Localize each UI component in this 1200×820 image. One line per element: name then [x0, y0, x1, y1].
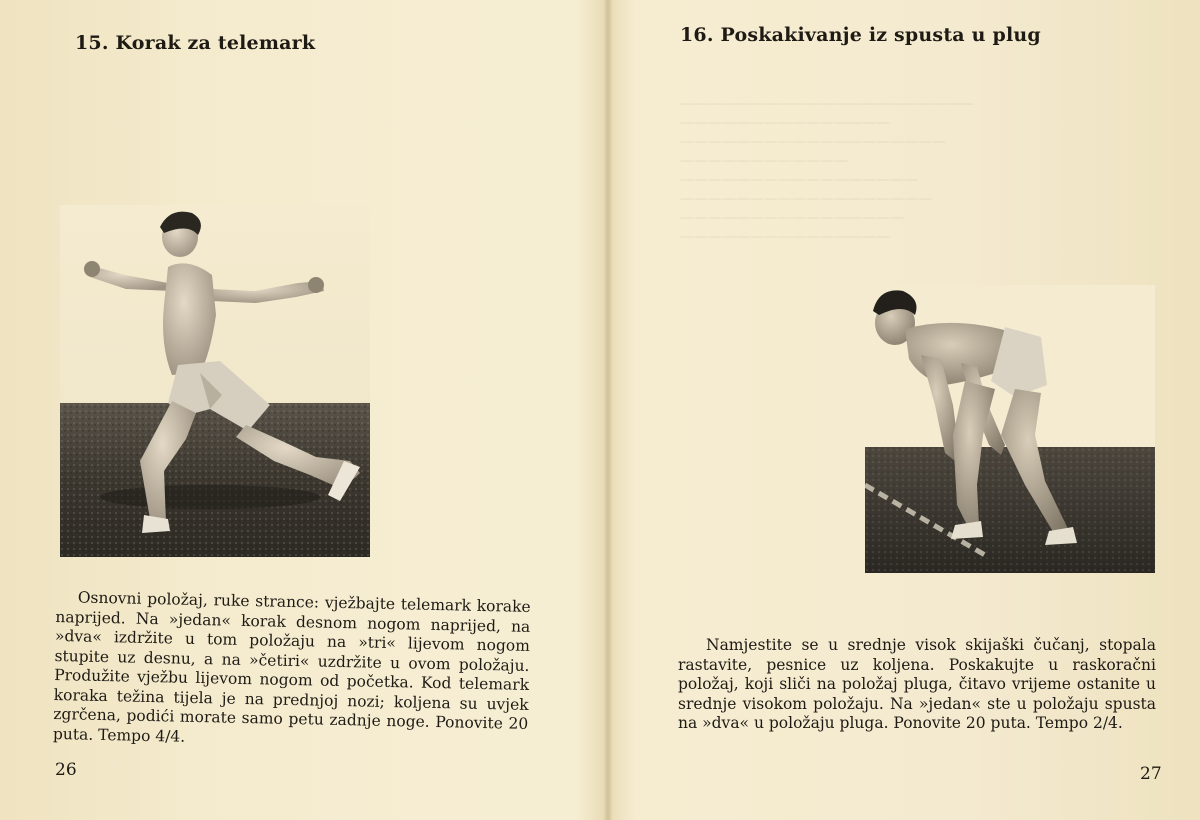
crouch-plough-photo: [865, 285, 1155, 573]
show-through-text: ————————————————————— ——————————————— ——————————————————— ———————————— ————————————————— —————————————————— ———————————————— ———————————————: [680, 96, 974, 245]
left-page-number: 26: [55, 760, 77, 780]
left-page-title: 15. Korak za telemark: [75, 32, 316, 54]
right-body-text: Namjestite se u srednje visok skijaški čučanj, stopala rastavite, pesnice uz koljena. Poskakujte u raskoračni položaj, koji sliči na položaj pluga, čitavo vrijeme ostanite u srednje visokom položaju. Na »jedan« ste u položaju spusta na »dva« u položaju pluga. Ponovite 20 puta. Tempo 2/4.: [678, 636, 1156, 732]
right-photo: [865, 285, 1155, 573]
right-page-number: 27: [1140, 764, 1162, 784]
left-photo: [60, 205, 370, 557]
telemark-step-photo: [60, 205, 370, 557]
left-body-text: Osnovni položaj, ruke strance: vježbajte telemark korake naprijed. Na »jedan« korak desnom nogom naprijed, na »dva« izdržite u tom položaju na »tri« lijevom nogom stupite uz desnu, a na »četiri« uzdržite u ovom položaju. Produžite vježbu lijevom nogom od početka. Kod telemark koraka težina tijela je na prednjoj nozi; koljena su uvjek zgrčena, podići morate samo petu zadnje noge. Ponovite 20 puta. Tempo 4/4.: [52, 588, 531, 746]
right-page-title: 16. Poskakivanje iz spusta u plug: [680, 24, 1041, 46]
right-page: [610, 0, 1200, 820]
